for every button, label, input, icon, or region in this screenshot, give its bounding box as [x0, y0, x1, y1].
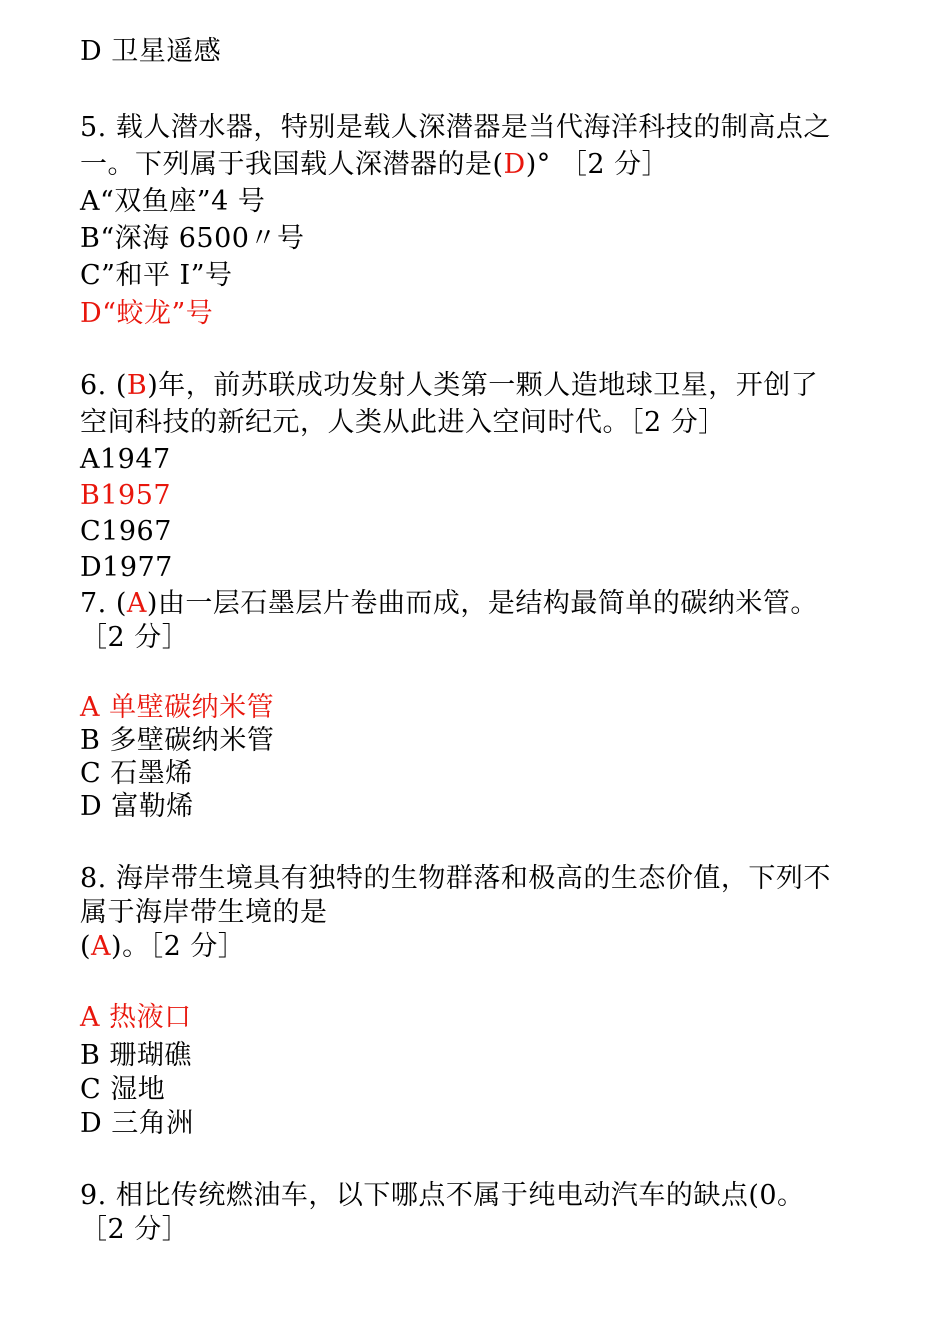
q8-option-d: D 三角洲	[80, 1108, 194, 1139]
q7-option-a-correct: A 单壁碳纳米管	[80, 692, 275, 723]
q6-text-line-1: 6. (B)年，前苏联成功发射人类第一颗人造地球卫星，开创了	[80, 370, 819, 401]
q8-answer: A	[91, 931, 112, 962]
q8-option-a-correct: A 热液口	[80, 1002, 192, 1033]
q7-answer: A	[126, 588, 147, 619]
q6-option-a: A1947	[80, 444, 171, 475]
q6-answer: B	[126, 370, 148, 401]
q7-text-line-1: 7. (A)由一层石墨层片卷曲而成，是结构最简单的碳纳米管。	[80, 588, 818, 619]
q8-option-b: B 珊瑚礁	[80, 1040, 192, 1071]
q7-score: ［2 分］	[80, 622, 190, 653]
q6-option-b-correct: B1957	[80, 480, 172, 511]
q5-answer: D	[503, 149, 526, 180]
q6-option-c: C1967	[80, 516, 172, 547]
q6-option-d: D1977	[80, 552, 173, 583]
q8-option-c: C 湿地	[80, 1074, 166, 1105]
q7-option-c: C 石墨烯	[80, 758, 193, 789]
q5-option-a: A“双鱼座”4 号	[80, 186, 266, 217]
q4-option-d: D 卫星遥感	[80, 36, 222, 67]
q9-text-line-1: 9. 相比传统燃油车，以下哪点不属于纯电动汽车的缺点(0。	[80, 1180, 805, 1211]
q5-option-d-correct: D“蛟龙”号	[80, 298, 214, 329]
q9-score: ［2 分］	[80, 1214, 190, 1245]
q8-text-line-3: (A)。［2 分］	[80, 931, 246, 962]
q5-option-b: B“深海 6500〃号	[80, 223, 305, 254]
q8-text-line-2: 属于海岸带生境的是	[80, 897, 328, 928]
q5-text-line-2: 一。下列属于我国载人深潜器的是(D)° ［2 分］	[80, 149, 670, 180]
q8-text-line-1: 8. 海岸带生境具有独特的生物群落和极高的生态价值，下列不	[80, 863, 831, 894]
q6-text-line-2: 空间科技的新纪元，人类从此进入空间时代。［2 分］	[80, 407, 726, 438]
q7-option-d: D 富勒烯	[80, 791, 194, 822]
q5-option-c: C”和平 I”号	[80, 260, 233, 291]
q7-option-b: B 多壁碳纳米管	[80, 725, 275, 756]
q5-text-line-1: 5. 载人潜水器，特别是载人深潜器是当代海洋科技的制高点之	[80, 112, 831, 143]
